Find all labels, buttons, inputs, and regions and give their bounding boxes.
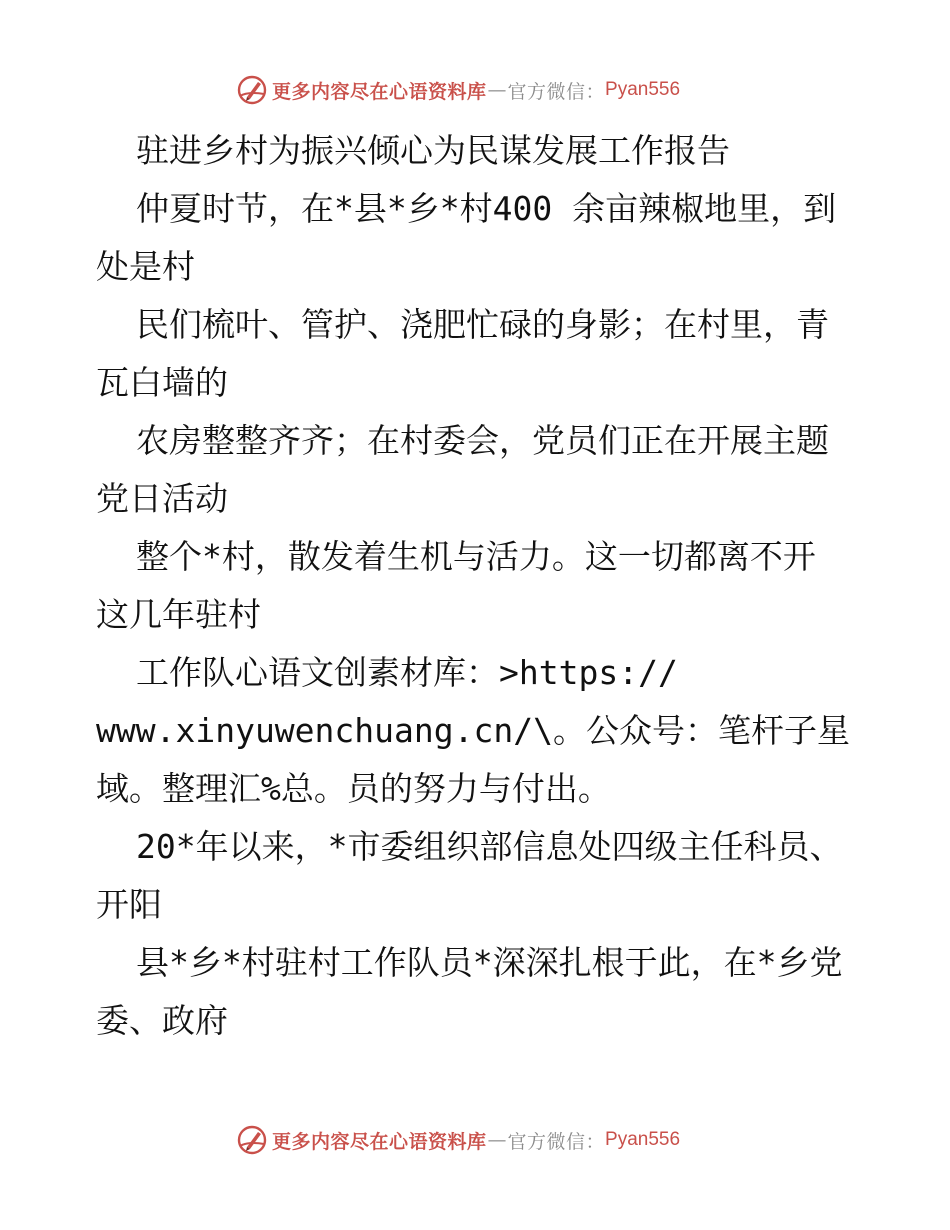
banner-separator: — [487, 79, 507, 101]
paragraph-line: www.xinyuwenchuang.cn/\。公众号：笔杆子星 [96, 711, 850, 750]
banner-separator: — [487, 1129, 507, 1151]
paragraph-line: 开阳 [96, 885, 162, 924]
paragraph-line: 民们梳叶、管护、浇肥忙碌的身影；在村里，青 [136, 305, 829, 344]
banner-title: 更多内容尽在心语资料库 [272, 80, 487, 103]
paragraph-line: 委、政府 [96, 1001, 228, 1040]
banner-wechat-label: 官方微信： [507, 80, 606, 103]
paragraph-line: 农房整整齐齐；在村委会，党员们正在开展主题 [136, 421, 829, 460]
pen-logo-icon [236, 1124, 268, 1156]
banner-wechat-id: Pyan556 [605, 1129, 681, 1150]
banner-title: 更多内容尽在心语资料库 [272, 1130, 487, 1153]
paragraph-line: 县*乡*村驻村工作队员*深深扎根于此，在*乡党 [136, 943, 843, 982]
paragraph-line: 处是村 [96, 247, 195, 286]
document-title: 驻进乡村为振兴倾心为民谋发展工作报告 [136, 131, 730, 170]
pen-logo-icon [236, 74, 268, 106]
paragraph-line: 20*年以来，*市委组织部信息处四级主任科员、 [136, 827, 843, 866]
paragraph-line: 工作队心语文创素材库：>https:// [136, 653, 678, 692]
footer-banner [236, 1123, 680, 1157]
paragraph-line: 域。整理汇%总。员的努力与付出。 [96, 769, 611, 808]
paragraph-line: 这几年驻村 [96, 595, 261, 634]
paragraph-line: 党日活动 [96, 479, 228, 518]
banner-wechat-label: 官方微信： [507, 1130, 606, 1153]
paragraph-line: 仲夏时节，在*县*乡*村400 余亩辣椒地里，到 [136, 189, 837, 228]
header-banner [236, 73, 680, 107]
paragraph-line: 整个*村，散发着生机与活力。这一切都离不开 [136, 537, 816, 576]
banner-wechat-id: Pyan556 [605, 79, 681, 100]
paragraph-line: 瓦白墙的 [96, 363, 228, 402]
document-body [96, 122, 856, 1050]
